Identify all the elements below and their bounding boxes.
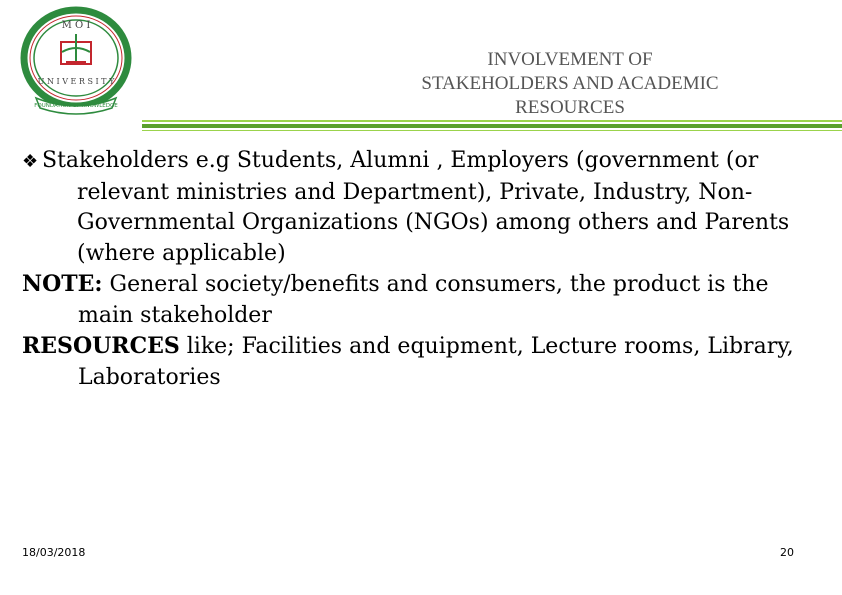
- svg-text:M O I: M O I: [61, 20, 91, 31]
- stakeholders-text: Stakeholders e.g Students, Alumni , Employers (government (or relevant ministries and Department), Private, Industry, Non-Governmental Organizations (NGOs) among others and Parents (where applicable): [42, 148, 790, 266]
- note-text: General society/benefits and consumers, the product is the main stakeholder: [78, 272, 769, 328]
- svg-text:U N I V E R S I T Y: U N I V E R S I T Y: [37, 77, 115, 86]
- header-rule-bottom: [142, 130, 842, 131]
- page-number: 20: [780, 546, 794, 559]
- resources-paragraph: [22, 331, 822, 393]
- title-line-1: INVOLVEMENT OF: [487, 49, 653, 70]
- university-seal-icon: [14, 4, 138, 116]
- note-paragraph: [22, 269, 822, 331]
- diamond-bullet-icon: ❖: [22, 151, 39, 172]
- note-label: NOTE:: [22, 271, 103, 297]
- resources-text: like; Facilities and equipment, Lecture rooms, Library, Laboratories: [78, 334, 794, 390]
- stakeholders-paragraph: [22, 146, 822, 269]
- title-line-2: STAKEHOLDERS AND ACADEMIC: [421, 73, 719, 94]
- footer-date: 18/03/2018: [22, 546, 86, 559]
- slide-body: [22, 146, 822, 393]
- header-rule-middle: [142, 124, 842, 128]
- header-rule-top: [142, 120, 842, 122]
- title-line-3: RESOURCES: [515, 97, 625, 118]
- resources-label: RESOURCES: [22, 333, 180, 359]
- slide-title: [360, 48, 780, 118]
- moi-university-logo: [14, 4, 138, 116]
- svg-text:FOUNDATION OF KNOWLEDGE: FOUNDATION OF KNOWLEDGE: [34, 103, 118, 109]
